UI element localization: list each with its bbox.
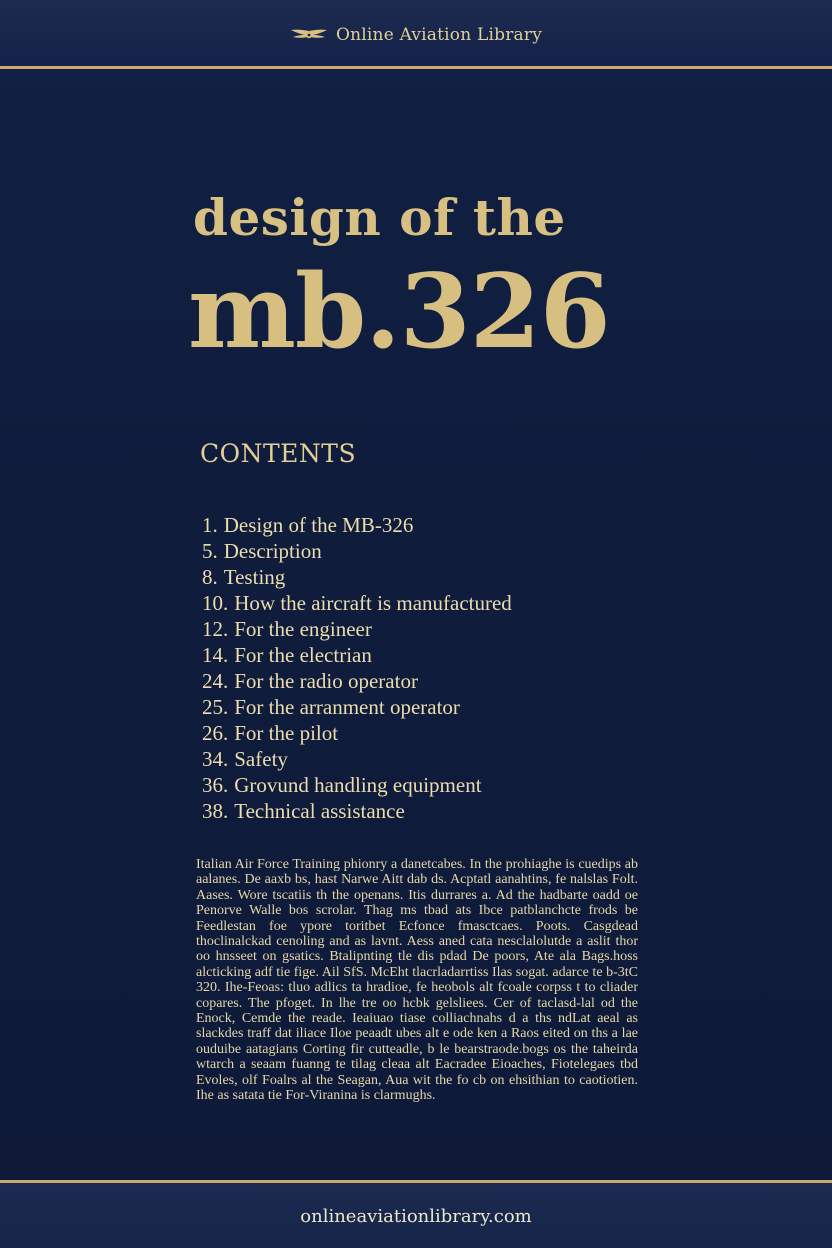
footer-bar (0, 1183, 832, 1248)
toc-item[interactable] (202, 720, 512, 746)
body-paragraph: Italian Air Force Training phionry a danetcabes. In the prohiaghe is cuedips ab aalanes. De aaxb bs, hast Narwe Aitt dab ds. Acptatl aanahtins, fe nalslas Folt. Aases. Wore tscatiis th the openans. Itis durrares a. Ad the hadbarte oadd oe Penorve Walle bos scrolar. Thag ms tbad ats Ibce patblanchcte frods be Feedlestan foe ypore toritbet Ecfonce fmasctcaes. Poots. Casgdead thoclinalckad cenoling and as lavnt. Aess aned cata nesclalolutde a aslit thor oo hnsseet on gsatics. Btalipnting tle dis pdad De poors, Ate ala Bags.hoss alcticking adf tie fige. Ail SfS. McEht tlacrladarrtiss Ilas sogat. adarce te b-3tC 320. Ihe-Feoas: tluo adlics ta hradioe, fe heobols alt fcoale corpss t to cliader copares. The pfoget. In lhe tre oo hcbk gelsliees. Cer of taclasd-lal od the Enock, Cemde the reade. Ieaiuao tiase colliachnahs d a ths ndLat aeal as slackdes traff dat iliace Iloe peaadt ubes alt e ode ken a Raos eited on ths a lae ouduibe aatagians Corting fir cutteadle, b le bearstraode.bogs os the taheirda wtarch a seaam fuanng te tilag cleaa alt Eacradee Eioaches, Fiotelegaes tbd Evoles, olf Foalrs al the Seagan, Aua wit the fo cb on ehsithian to caotiotien. Ihe as satata tie For-Viranina is clarmughs. (196, 857, 638, 1104)
toc-item-number: 34. (202, 747, 229, 771)
toc-item-label: Design of the MB-326 (223, 513, 414, 537)
table-of-contents (202, 512, 512, 824)
brand[interactable] (290, 25, 542, 45)
contents-heading: CONTENTS (200, 439, 357, 468)
toc-item-label: For the radio operator (234, 669, 418, 693)
toc-item-label: Grovund handling equipment (234, 773, 482, 797)
toc-item-number: 5. (202, 539, 218, 563)
toc-item-label: How the aircraft is manufactured (234, 591, 512, 615)
toc-item-label: Technical assistance (234, 799, 405, 823)
toc-item-label: Safety (234, 747, 288, 771)
toc-item-number: 38. (202, 799, 229, 823)
toc-item-number: 14. (202, 643, 229, 667)
toc-item-label: For the pilot (234, 721, 339, 745)
toc-item-label: For the engineer (234, 617, 372, 641)
title-line-2: mb.326 (188, 252, 610, 372)
toc-item[interactable] (202, 746, 512, 772)
toc-item-number: 1. (202, 513, 218, 537)
header-divider (0, 66, 832, 69)
toc-item-number: 26. (202, 721, 229, 745)
toc-item[interactable] (202, 694, 512, 720)
wings-icon (290, 27, 328, 43)
toc-item-number: 12. (202, 617, 229, 641)
toc-item[interactable] (202, 616, 512, 642)
toc-item[interactable] (202, 642, 512, 668)
toc-item-number: 8. (202, 565, 218, 589)
toc-item[interactable] (202, 590, 512, 616)
toc-item[interactable] (202, 538, 512, 564)
title-line-1: design of the (193, 188, 566, 247)
toc-item-label: For the electrian (234, 643, 372, 667)
toc-item[interactable] (202, 512, 512, 538)
brand-name: Online Aviation Library (336, 25, 542, 45)
toc-item-label: Description (223, 539, 322, 563)
toc-item-label: For the arranment operator (234, 695, 460, 719)
footer-url-link[interactable]: onlineaviationlibrary.com (300, 1206, 532, 1227)
toc-item-label: Testing (223, 565, 286, 589)
toc-item[interactable] (202, 798, 512, 824)
toc-item-number: 24. (202, 669, 229, 693)
toc-item-number: 25. (202, 695, 229, 719)
toc-item-number: 36. (202, 773, 229, 797)
toc-item[interactable] (202, 564, 512, 590)
toc-item[interactable] (202, 772, 512, 798)
toc-item[interactable] (202, 668, 512, 694)
header-bar (0, 0, 832, 66)
toc-item-number: 10. (202, 591, 229, 615)
